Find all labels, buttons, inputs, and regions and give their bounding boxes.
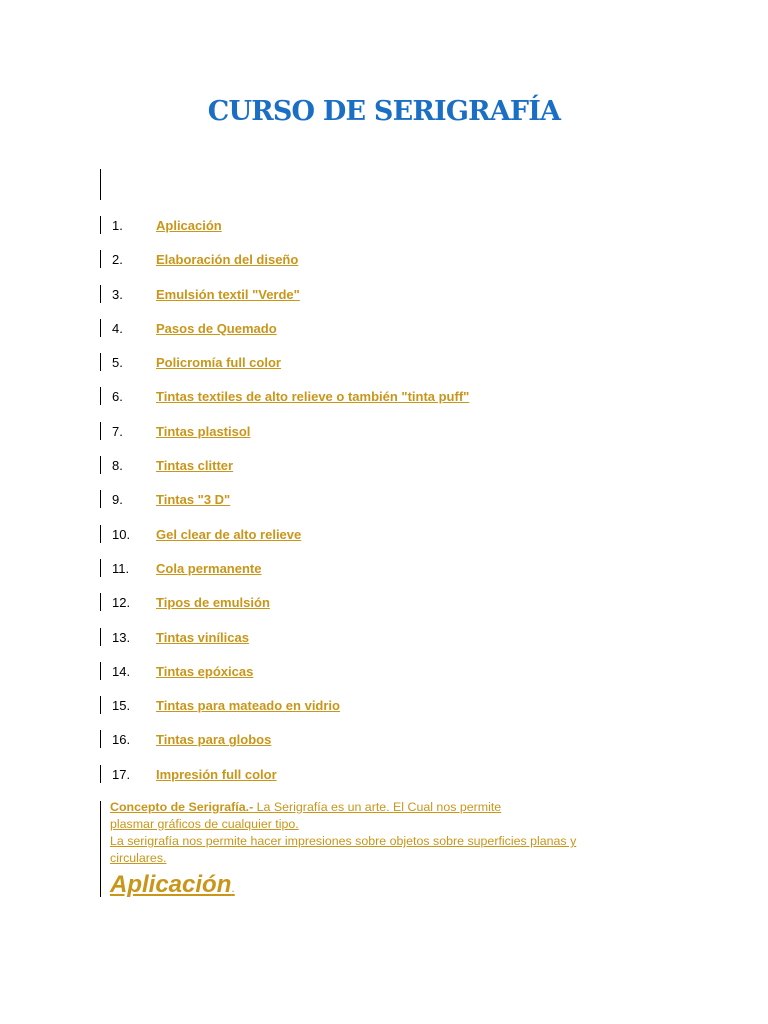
toc-item-number: 13. xyxy=(112,629,131,645)
concept-definition-start: La Serigrafía es un arte. El Cual nos permite xyxy=(253,800,502,814)
toc-item xyxy=(100,696,740,730)
toc-item xyxy=(100,490,740,524)
toc-item-link[interactable]: Tipos de emulsión xyxy=(156,595,270,611)
toc-item-number: 7. xyxy=(112,423,123,439)
toc-item-number: 17. xyxy=(112,766,131,782)
toc-item-link[interactable]: Tintas textiles de alto relieve o también "tinta puff" xyxy=(156,389,470,405)
toc-item-link[interactable]: Pasos de Quemado xyxy=(156,320,277,336)
text-cursor-marker xyxy=(100,216,101,234)
concept-paragraph xyxy=(100,799,660,902)
toc-item xyxy=(100,422,740,456)
text-cursor-marker xyxy=(100,559,101,577)
toc-item-number: 15. xyxy=(112,698,131,714)
text-cursor-marker xyxy=(100,730,101,748)
toc-item xyxy=(100,730,740,764)
toc-item-link[interactable]: Tintas clitter xyxy=(156,458,234,474)
text-cursor-marker xyxy=(100,422,101,440)
text-cursor-marker xyxy=(100,696,101,714)
text-cursor-marker xyxy=(100,169,101,200)
toc-item xyxy=(100,662,740,696)
toc-item-number: 1. xyxy=(112,218,123,233)
toc-item-number: 16. xyxy=(112,732,131,748)
concept-line-1 xyxy=(110,799,660,816)
toc-item-link[interactable]: Tintas plastisol xyxy=(156,423,251,439)
toc-item-number: 14. xyxy=(112,663,131,679)
toc-item xyxy=(100,559,740,593)
text-cursor-marker xyxy=(100,628,101,646)
toc-item-number: 3. xyxy=(112,286,123,302)
text-cursor-marker xyxy=(100,801,101,897)
table-of-contents xyxy=(100,216,740,799)
concept-link[interactable] xyxy=(110,799,660,867)
toc-item-number: 5. xyxy=(112,355,123,371)
text-cursor-marker xyxy=(100,319,101,337)
section-heading-aplicacion[interactable] xyxy=(110,871,660,902)
concept-line-3: La serigrafía nos permite hacer impresiones sobre objetos sobre superficies planas y xyxy=(110,834,577,848)
toc-item xyxy=(100,456,740,490)
text-cursor-marker xyxy=(100,593,101,611)
toc-item xyxy=(100,216,740,250)
text-cursor-marker xyxy=(100,662,101,680)
toc-item xyxy=(100,285,740,319)
toc-item-link[interactable]: Tintas epóxicas xyxy=(156,663,254,679)
toc-item-link[interactable]: Tintas "3 D" xyxy=(156,492,231,508)
concept-line-4: circulares. xyxy=(110,851,167,865)
toc-item xyxy=(100,353,740,387)
toc-item xyxy=(100,593,740,627)
toc-item xyxy=(100,525,740,559)
concept-term: Concepto de Serigrafía.- xyxy=(110,800,254,814)
toc-item-number: 12. xyxy=(112,595,131,611)
toc-item-link[interactable]: Policromía full color xyxy=(156,355,281,371)
toc-item-number: 6. xyxy=(112,389,123,405)
text-cursor-marker xyxy=(100,285,101,303)
text-cursor-marker xyxy=(100,490,101,508)
toc-item-link[interactable]: Gel clear de alto relieve xyxy=(156,526,302,542)
toc-item-number: 10. xyxy=(112,526,131,542)
toc-item-link[interactable]: Tintas para mateado en vidrio xyxy=(156,698,340,714)
text-cursor-marker xyxy=(100,456,101,474)
toc-item-link[interactable]: Tintas para globos xyxy=(156,732,272,748)
toc-item-link[interactable]: Tintas vinílicas xyxy=(156,629,249,645)
text-cursor-marker xyxy=(100,525,101,543)
toc-item-number: 8. xyxy=(112,458,123,474)
text-cursor-marker xyxy=(100,765,101,783)
toc-item-link[interactable]: Impresión full color xyxy=(156,766,277,782)
toc-item-number: 9. xyxy=(112,492,123,508)
toc-item-link[interactable]: Aplicación xyxy=(156,218,222,233)
text-cursor-marker xyxy=(100,387,101,405)
document-title: CURSO DE SERIGRAFÍA xyxy=(207,96,561,127)
section-heading-text: Aplicación xyxy=(110,871,232,898)
toc-item xyxy=(100,319,740,353)
toc-item-number: 4. xyxy=(112,320,123,336)
text-cursor-marker xyxy=(100,353,101,371)
toc-item-number: 11. xyxy=(112,560,130,576)
toc-item-number: 2. xyxy=(112,252,123,268)
toc-item xyxy=(100,765,740,799)
toc-item-link[interactable]: Emulsión textil "Verde" xyxy=(156,286,300,302)
toc-item xyxy=(100,628,740,662)
toc-item-link[interactable]: Cola permanente xyxy=(156,560,262,576)
toc-item xyxy=(100,250,740,284)
section-heading-trailing: . xyxy=(231,881,235,895)
toc-item-link[interactable]: Elaboración del diseño xyxy=(156,252,299,268)
text-cursor-marker xyxy=(100,250,101,268)
toc-item xyxy=(100,387,740,421)
concept-line-2: plasmar gráficos de cualquier tipo. xyxy=(110,817,299,831)
